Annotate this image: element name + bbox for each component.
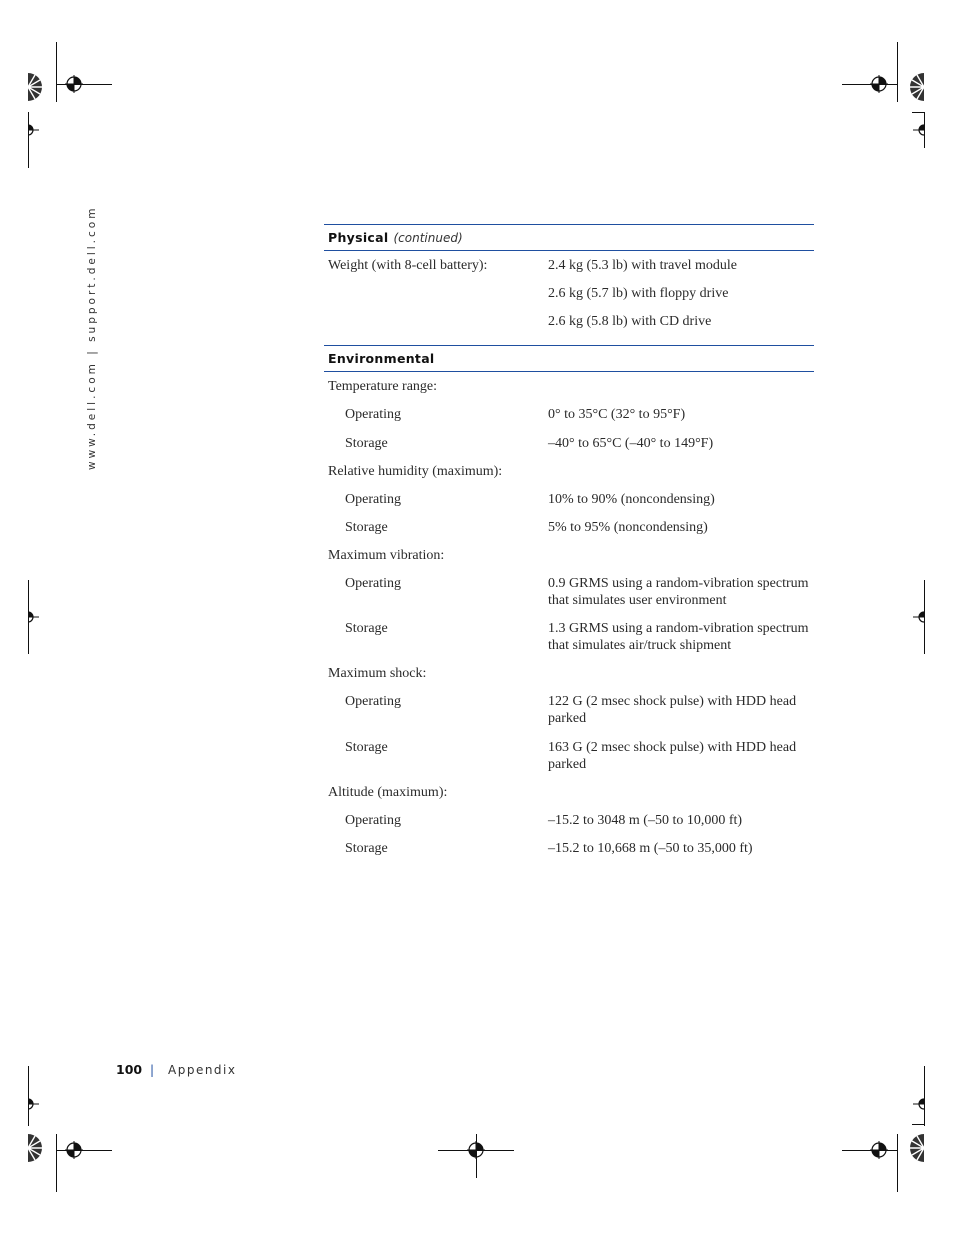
row-value: 122 G (2 msec shock pulse) with HDD head parked bbox=[548, 694, 797, 726]
registration-half-mark-icon bbox=[28, 611, 40, 623]
physical-rows bbox=[324, 251, 814, 345]
table-row bbox=[324, 257, 814, 285]
row-value: –40° to 65°C (–40° to 149°F) bbox=[548, 436, 714, 451]
row-value: 0° to 35°C (32° to 95°F) bbox=[548, 407, 686, 422]
table-row bbox=[324, 463, 814, 491]
row-label: Storage bbox=[345, 436, 388, 451]
row-value: 10% to 90% (noncondensing) bbox=[548, 492, 715, 507]
row-value bbox=[548, 547, 810, 575]
table-row bbox=[324, 739, 814, 784]
table-row bbox=[324, 693, 814, 739]
row-label: Storage bbox=[345, 520, 388, 535]
registration-mark-icon bbox=[870, 75, 888, 93]
row-value: –15.2 to 3048 m (–50 to 10,000 ft) bbox=[548, 813, 743, 828]
row-value: 5% to 95% (noncondensing) bbox=[548, 520, 708, 535]
table-row bbox=[324, 547, 814, 575]
table-row bbox=[324, 575, 814, 620]
star-target-icon bbox=[28, 1134, 46, 1162]
row-value: 2.4 kg (5.3 lb) with travel module bbox=[548, 258, 737, 273]
registration-mark-icon bbox=[467, 1141, 485, 1159]
environmental-section-title: Environmental bbox=[328, 351, 435, 366]
table-row bbox=[324, 784, 814, 812]
row-label: Weight (with 8-cell battery): bbox=[328, 258, 488, 273]
star-target-icon bbox=[28, 73, 46, 101]
table-row bbox=[324, 840, 814, 868]
row-label: Operating bbox=[345, 492, 401, 507]
registration-half-mark-icon bbox=[912, 124, 924, 136]
row-value bbox=[548, 784, 810, 812]
row-label bbox=[324, 285, 548, 313]
registration-half-mark-icon bbox=[28, 1098, 40, 1110]
table-row bbox=[324, 378, 814, 406]
row-label bbox=[324, 313, 548, 345]
row-value bbox=[548, 463, 810, 491]
registration-half-mark-icon bbox=[28, 124, 40, 136]
row-label: Operating bbox=[345, 813, 401, 828]
table-row bbox=[324, 812, 814, 840]
footer-separator: | bbox=[150, 1063, 155, 1077]
page-number: 100 bbox=[116, 1062, 143, 1077]
registration-half-mark-icon bbox=[912, 1098, 924, 1110]
registration-mark-icon bbox=[65, 75, 83, 93]
table-row bbox=[324, 665, 814, 693]
star-target-icon bbox=[906, 73, 924, 101]
star-target-icon bbox=[906, 1134, 924, 1162]
row-label: Storage bbox=[345, 740, 388, 755]
row-label: Maximum vibration: bbox=[328, 548, 445, 563]
table-row bbox=[324, 313, 814, 345]
row-value: 2.6 kg (5.8 lb) with CD drive bbox=[548, 314, 712, 329]
row-value: –15.2 to 10,668 m (–50 to 35,000 ft) bbox=[548, 841, 753, 856]
row-label: Storage bbox=[345, 621, 388, 636]
table-row bbox=[324, 435, 814, 463]
row-value: 2.6 kg (5.7 lb) with floppy drive bbox=[548, 286, 729, 301]
row-value: 163 G (2 msec shock pulse) with HDD head parked bbox=[548, 740, 797, 772]
table-row bbox=[324, 406, 814, 435]
row-label: Operating bbox=[345, 407, 401, 422]
row-value: 0.9 GRMS using a random-vibration spectrum that simulates user environment bbox=[548, 576, 809, 608]
row-value: 1.3 GRMS using a random-vibration spectrum that simulates air/truck shipment bbox=[548, 621, 809, 653]
row-label: Temperature range: bbox=[328, 379, 438, 394]
row-label: Relative humidity (maximum): bbox=[328, 464, 503, 479]
row-label: Storage bbox=[345, 841, 388, 856]
row-label: Operating bbox=[345, 576, 401, 591]
registration-mark-icon bbox=[870, 1141, 888, 1159]
registration-mark-icon bbox=[65, 1141, 83, 1159]
spec-table bbox=[324, 224, 814, 868]
physical-section-title: Physical bbox=[328, 230, 389, 245]
physical-section-header bbox=[324, 224, 814, 251]
row-label: Operating bbox=[345, 694, 401, 709]
side-running-header: www.dell.com | support.dell.com bbox=[86, 205, 98, 470]
row-value bbox=[548, 665, 810, 693]
row-label: Maximum shock: bbox=[328, 666, 427, 681]
row-value bbox=[548, 378, 810, 406]
physical-section-subtitle: (continued) bbox=[393, 230, 463, 245]
environmental-rows bbox=[324, 372, 814, 868]
registration-half-mark-icon bbox=[912, 611, 924, 623]
environmental-section-header bbox=[324, 345, 814, 372]
table-row bbox=[324, 491, 814, 519]
table-row bbox=[324, 285, 814, 313]
footer-section-title: Appendix bbox=[168, 1063, 237, 1077]
row-label: Altitude (maximum): bbox=[328, 785, 448, 800]
table-row bbox=[324, 519, 814, 547]
table-row bbox=[324, 620, 814, 665]
